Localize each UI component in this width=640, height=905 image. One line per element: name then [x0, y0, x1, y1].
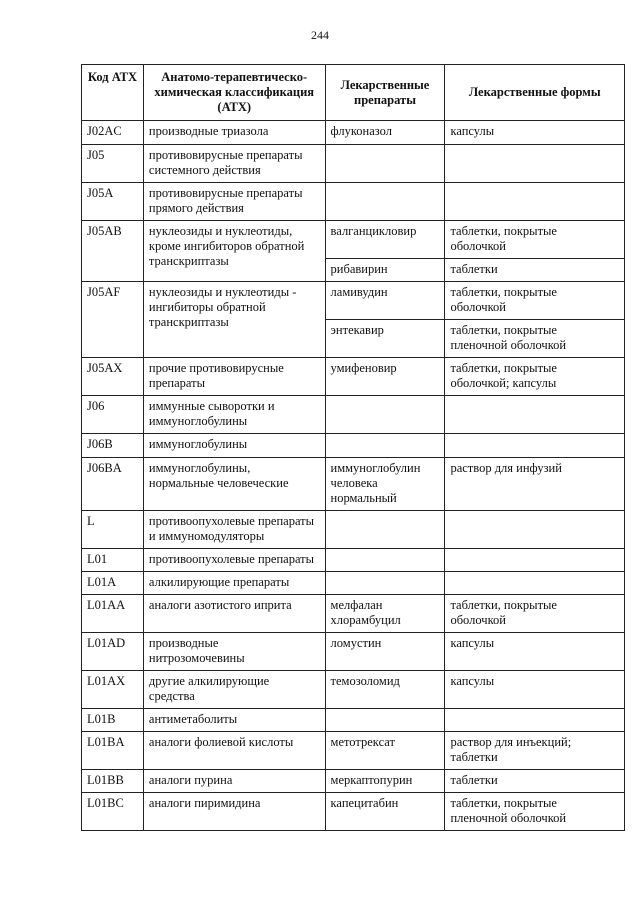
- table-row: [82, 282, 625, 320]
- header-forms: Лекарственные формы: [445, 65, 625, 121]
- cell-form: [445, 396, 625, 434]
- cell-drug: флуконазол: [325, 121, 445, 145]
- cell-form: таблетки: [445, 259, 625, 282]
- table-row: [82, 145, 625, 183]
- cell-drug: [325, 434, 445, 458]
- atc-table: [81, 64, 625, 831]
- cell-code: J06: [82, 396, 144, 434]
- cell-classification: прочие противовирусные препараты: [143, 358, 325, 396]
- cell-drug: [325, 549, 445, 572]
- cell-code: L01BA: [82, 732, 144, 770]
- cell-form: таблетки: [445, 770, 625, 793]
- cell-drug: ломустин: [325, 633, 445, 671]
- cell-code: J05AB: [82, 221, 144, 282]
- table-row: [82, 358, 625, 396]
- cell-classification: производные нитрозомочевины: [143, 633, 325, 671]
- table-row: [82, 549, 625, 572]
- table-header: [82, 65, 625, 121]
- cell-drug: капецитабин: [325, 793, 445, 831]
- cell-drug: [325, 511, 445, 549]
- cell-drug: умифеновир: [325, 358, 445, 396]
- cell-code: J05AF: [82, 282, 144, 358]
- cell-code: L01AX: [82, 671, 144, 709]
- cell-code: J05AX: [82, 358, 144, 396]
- cell-classification: производные триазола: [143, 121, 325, 145]
- cell-classification: аналоги фолиевой кислоты: [143, 732, 325, 770]
- table-row: [82, 458, 625, 511]
- table-body: [82, 121, 625, 831]
- cell-drug: рибавирин: [325, 259, 445, 282]
- cell-form: [445, 183, 625, 221]
- cell-drug: метотрексат: [325, 732, 445, 770]
- cell-code: L: [82, 511, 144, 549]
- header-code: Код АТХ: [82, 65, 144, 121]
- table-row: [82, 595, 625, 633]
- cell-form: капсулы: [445, 121, 625, 145]
- cell-classification: противоопухолевые препараты: [143, 549, 325, 572]
- cell-classification: нуклеозиды и нуклеотиды, кроме ингибиторов обратной транскриптазы: [143, 221, 325, 282]
- cell-drug: ламивудин: [325, 282, 445, 320]
- page-number: 244: [311, 28, 329, 42]
- cell-classification: противовирусные препараты прямого действия: [143, 183, 325, 221]
- cell-code: L01BC: [82, 793, 144, 831]
- cell-code: L01B: [82, 709, 144, 732]
- table-row: [82, 572, 625, 595]
- cell-code: J06B: [82, 434, 144, 458]
- cell-classification: иммунные сыворотки и иммуноглобулины: [143, 396, 325, 434]
- table-row: [82, 709, 625, 732]
- cell-form: таблетки, покрытые оболочкой: [445, 282, 625, 320]
- table-row: [82, 511, 625, 549]
- table-row: [82, 633, 625, 671]
- cell-form: таблетки, покрытые пленочной оболочкой: [445, 793, 625, 831]
- table-row: [82, 732, 625, 770]
- cell-form: раствор для инъекций; таблетки: [445, 732, 625, 770]
- table-row: [82, 121, 625, 145]
- cell-code: L01A: [82, 572, 144, 595]
- cell-form: раствор для инфузий: [445, 458, 625, 511]
- table-row: [82, 221, 625, 259]
- cell-form: таблетки, покрытые оболочкой; капсулы: [445, 358, 625, 396]
- cell-classification: другие алкилирующие средства: [143, 671, 325, 709]
- cell-classification: антиметаболиты: [143, 709, 325, 732]
- table-row: [82, 793, 625, 831]
- header-classification: Анатомо-терапевтическо-химическая классификация (АТХ): [143, 65, 325, 121]
- cell-form: таблетки, покрытые оболочкой: [445, 221, 625, 259]
- cell-drug: меркаптопурин: [325, 770, 445, 793]
- cell-classification: алкилирующие препараты: [143, 572, 325, 595]
- cell-drug: валганцикловир: [325, 221, 445, 259]
- cell-drug: [325, 396, 445, 434]
- cell-drug: [325, 709, 445, 732]
- cell-form: таблетки, покрытые оболочкой: [445, 595, 625, 633]
- cell-form: [445, 511, 625, 549]
- table-row: [82, 183, 625, 221]
- cell-drug: иммуноглобулин человека нормальный: [325, 458, 445, 511]
- cell-form: капсулы: [445, 671, 625, 709]
- cell-drug: [325, 183, 445, 221]
- cell-drug: [325, 145, 445, 183]
- cell-form: капсулы: [445, 633, 625, 671]
- cell-drug: энтекавир: [325, 320, 445, 358]
- cell-drug: мелфалан хлорамбуцил: [325, 595, 445, 633]
- cell-classification: иммуноглобулины, нормальные человеческие: [143, 458, 325, 511]
- cell-code: J05: [82, 145, 144, 183]
- table-row: [82, 396, 625, 434]
- cell-code: J06BA: [82, 458, 144, 511]
- cell-classification: противоопухолевые препараты и иммуномодуляторы: [143, 511, 325, 549]
- cell-drug: темозоломид: [325, 671, 445, 709]
- table-row: [82, 671, 625, 709]
- cell-form: [445, 572, 625, 595]
- cell-code: L01: [82, 549, 144, 572]
- cell-classification: нуклеозиды и нуклеотиды - ингибиторы обратной транскриптазы: [143, 282, 325, 358]
- cell-code: J05A: [82, 183, 144, 221]
- cell-classification: аналоги азотистого иприта: [143, 595, 325, 633]
- cell-form: [445, 145, 625, 183]
- cell-form: [445, 709, 625, 732]
- cell-code: L01BB: [82, 770, 144, 793]
- cell-form: [445, 434, 625, 458]
- cell-classification: аналоги пурина: [143, 770, 325, 793]
- cell-code: J02AC: [82, 121, 144, 145]
- table-row: [82, 434, 625, 458]
- table-row: [82, 770, 625, 793]
- cell-drug: [325, 572, 445, 595]
- cell-classification: аналоги пиримидина: [143, 793, 325, 831]
- header-drugs: Лекарственные препараты: [325, 65, 445, 121]
- cell-classification: противовирусные препараты системного действия: [143, 145, 325, 183]
- cell-code: L01AA: [82, 595, 144, 633]
- cell-classification: иммуноглобулины: [143, 434, 325, 458]
- cell-code: L01AD: [82, 633, 144, 671]
- cell-form: таблетки, покрытые пленочной оболочкой: [445, 320, 625, 358]
- cell-form: [445, 549, 625, 572]
